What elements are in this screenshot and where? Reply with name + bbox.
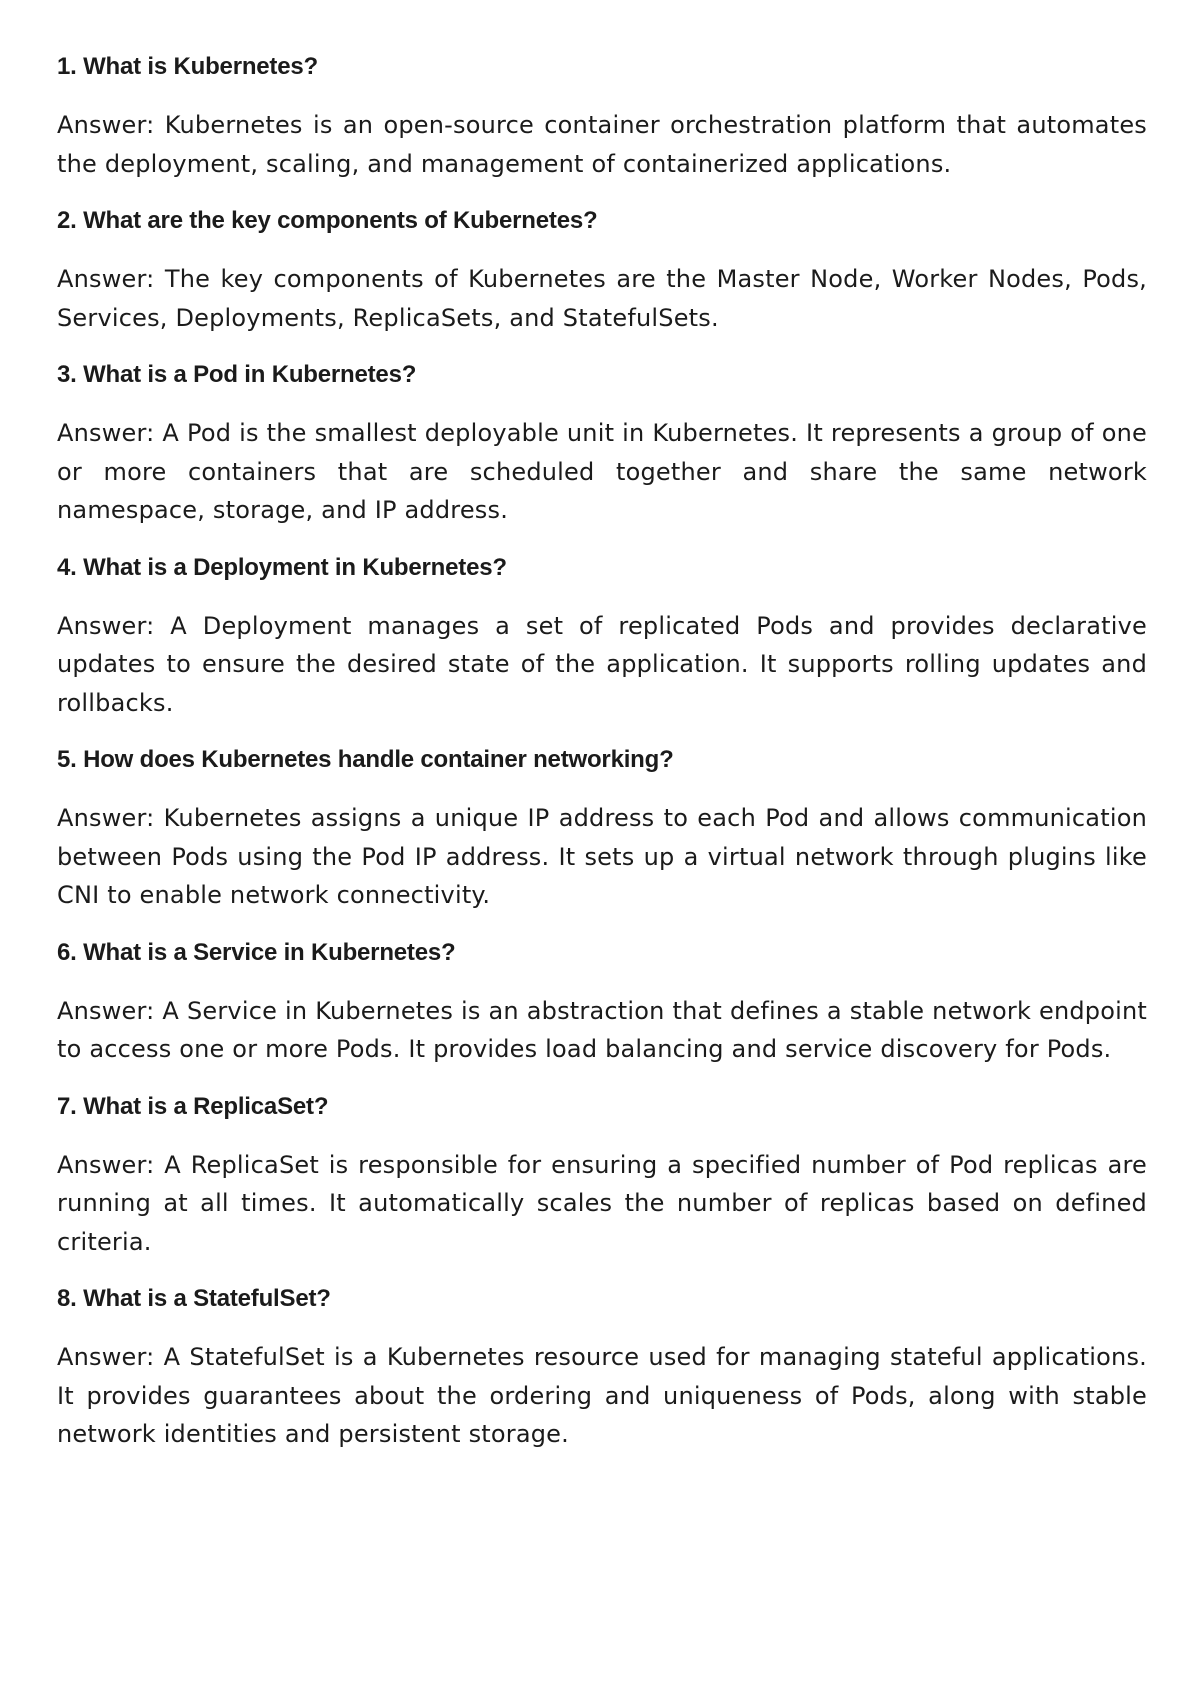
qa-item-8: [57, 1284, 1147, 1454]
answer-paragraph: Answer: A StatefulSet is a Kubernetes resource used for managing stateful applications. It provides guarantees about the ordering and uniqueness of Pods, along with stable network identities and persistent storage.: [57, 1343, 1147, 1448]
qa-item-4: [57, 553, 1147, 723]
qa-item-1: [57, 52, 1147, 183]
question-heading: 3. What is a Pod in Kubernetes?: [57, 361, 417, 388]
question-heading: 6. What is a Service in Kubernetes?: [57, 938, 456, 966]
qa-item-5: [57, 745, 1147, 915]
answer-paragraph: Answer: Kubernetes assigns a unique IP address to each Pod and allows communication between Pods using the Pod IP address. It sets up a virtual network through plugins like CNI to enable network connectivity.: [57, 804, 1147, 909]
question-heading: 2. What are the key components of Kubernetes?: [57, 207, 598, 234]
document-page: [57, 52, 1147, 1477]
qa-item-3: [57, 360, 1147, 530]
question-heading: 1. What is Kubernetes?: [57, 53, 318, 80]
answer-paragraph: Answer: A Service in Kubernetes is an abstraction that defines a stable network endpoint to access one or more Pods. It provides load balancing and service discovery for Pods.: [57, 996, 1147, 1063]
answer-paragraph: Answer: A ReplicaSet is responsible for ensuring a specified number of Pod replicas are running at all times. It automatically scales the number of replicas based on defined criteria.: [57, 1150, 1147, 1256]
answer-paragraph: Answer: A Pod is the smallest deployable unit in Kubernetes. It represents a group of one or more containers that are scheduled together and share the same network namespace, storage, and IP address.: [57, 419, 1147, 524]
qa-item-2: [57, 206, 1147, 337]
question-heading: 5. How does Kubernetes handle container networking?: [57, 746, 674, 773]
question-heading: 4. What is a Deployment in Kubernetes?: [57, 553, 507, 581]
answer-paragraph: Answer: The key components of Kubernetes are the Master Node, Worker Nodes, Pods, Services, Deployments, ReplicaSets, and StatefulSets.: [57, 265, 1147, 332]
qa-item-6: [57, 938, 1147, 1069]
question-heading: 8. What is a StatefulSet?: [57, 1285, 331, 1312]
answer-paragraph: Answer: A Deployment manages a set of replicated Pods and provides declarative updates to ensure the desired state of the application. It supports rolling updates and rollbacks.: [57, 611, 1147, 717]
question-heading: 7. What is a ReplicaSet?: [57, 1092, 329, 1120]
answer-paragraph: Answer: Kubernetes is an open-source container orchestration platform that automates the deployment, scaling, and management of containerized applications.: [57, 111, 1147, 178]
qa-item-7: [57, 1092, 1147, 1262]
